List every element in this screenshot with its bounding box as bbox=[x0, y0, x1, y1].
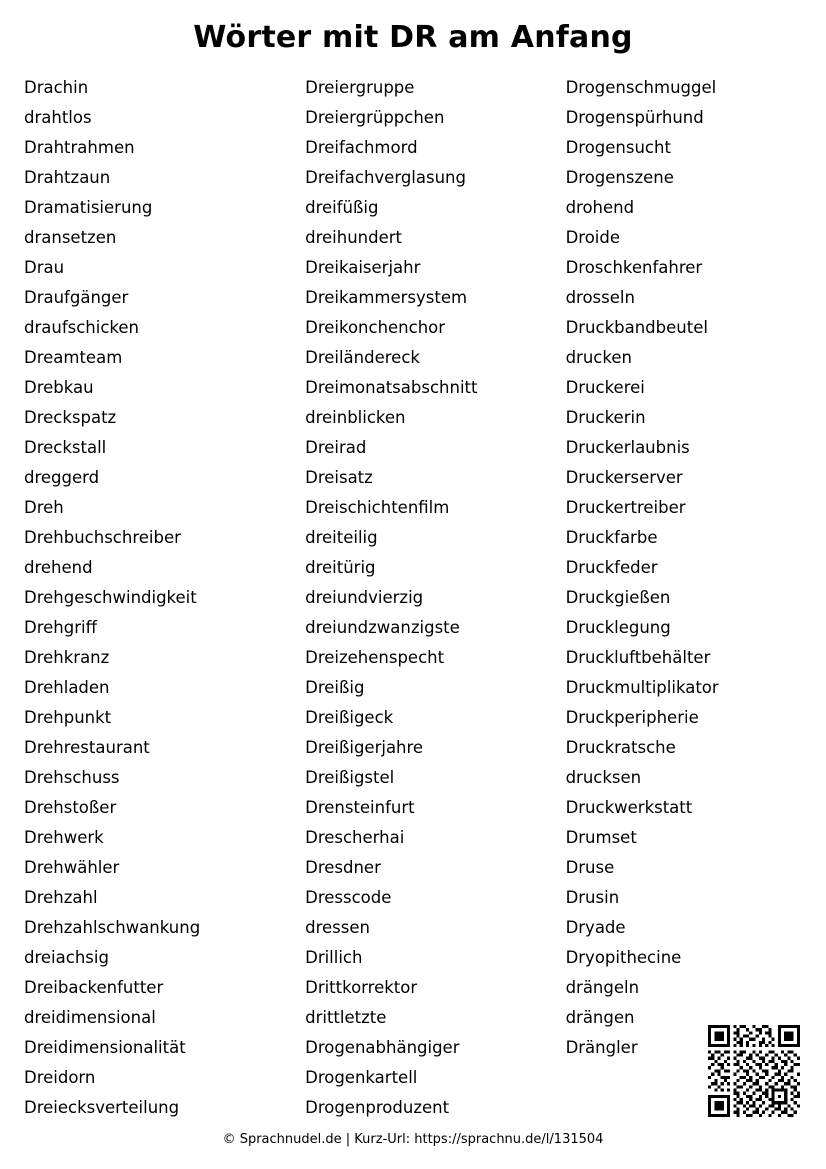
word-item: Dreamteam bbox=[24, 348, 123, 367]
word-item: Dreischichtenfilm bbox=[305, 498, 450, 517]
word-item: Drehzahlschwankung bbox=[24, 918, 201, 937]
word-item: Druckerei bbox=[565, 378, 645, 397]
word-item: Drehkranz bbox=[24, 648, 110, 667]
word-item: Dreißig bbox=[305, 678, 365, 697]
word-item: Dreißigeck bbox=[305, 708, 394, 727]
word-item: Drogensucht bbox=[565, 138, 671, 157]
word-item: Druckertreiber bbox=[565, 498, 686, 517]
word-item: drosseln bbox=[565, 288, 635, 307]
word-item: Drehbuchschreiber bbox=[24, 528, 181, 547]
word-item: Drehzahl bbox=[24, 888, 98, 907]
word-item: Drehstoßer bbox=[24, 798, 117, 817]
word-item: Drittkorrektor bbox=[305, 978, 418, 997]
word-item: Dramatisierung bbox=[24, 198, 153, 217]
word-item: Drucklegung bbox=[565, 618, 671, 637]
word-item: Drehrestaurant bbox=[24, 738, 150, 757]
word-item: Dreirad bbox=[305, 438, 367, 457]
word-item: Dreiländereck bbox=[305, 348, 420, 367]
word-item: Drogenschmuggel bbox=[565, 78, 717, 97]
word-item: Dreckspatz bbox=[24, 408, 117, 427]
word-item: Dreikaiserjahr bbox=[305, 258, 421, 277]
word-item: dreifüßig bbox=[305, 198, 379, 217]
word-item: Drehgeschwindigkeit bbox=[24, 588, 197, 607]
word-item: dreiteilig bbox=[305, 528, 378, 547]
word-item: Drehwerk bbox=[24, 828, 104, 847]
word-item: drucksen bbox=[565, 768, 642, 787]
word-item: Druckperipherie bbox=[565, 708, 699, 727]
word-item: Drehwähler bbox=[24, 858, 120, 877]
word-item: Droschkenfahrer bbox=[565, 258, 703, 277]
word-column-3 bbox=[544, 73, 804, 1063]
word-column-2 bbox=[283, 73, 543, 1123]
word-item: Draufgänger bbox=[24, 288, 129, 307]
word-item: dreiundvierzig bbox=[305, 588, 424, 607]
qr-code-icon bbox=[708, 1025, 800, 1117]
word-item: Drehschuss bbox=[24, 768, 120, 787]
word-item: drohend bbox=[565, 198, 635, 217]
word-item: Drahtzaun bbox=[24, 168, 111, 187]
word-item: Dryade bbox=[565, 918, 626, 937]
word-item: Druckmultiplikator bbox=[565, 678, 719, 697]
word-item: Dreikonchenchor bbox=[305, 318, 446, 337]
word-item: Drehgriff bbox=[24, 618, 97, 637]
word-item: Druckwerkstatt bbox=[565, 798, 693, 817]
word-item: drittletzte bbox=[305, 1008, 387, 1027]
word-item: drahtlos bbox=[24, 108, 92, 127]
word-item: Dreiergruppe bbox=[305, 78, 415, 97]
word-item: Dreckstall bbox=[24, 438, 107, 457]
word-item: Dresscode bbox=[305, 888, 392, 907]
word-column-1 bbox=[24, 73, 283, 1123]
word-item: dreihundert bbox=[305, 228, 402, 247]
word-item: Dreisatz bbox=[305, 468, 373, 487]
word-item: Dreißigstel bbox=[305, 768, 395, 787]
word-item: dreidimensional bbox=[24, 1008, 156, 1027]
word-item: Dreizehenspecht bbox=[305, 648, 445, 667]
word-item: Dreifachmord bbox=[305, 138, 418, 157]
word-item: drehend bbox=[24, 558, 93, 577]
word-item: Drensteinfurt bbox=[305, 798, 415, 817]
word-item: Drau bbox=[24, 258, 65, 277]
word-item: Druckfarbe bbox=[565, 528, 658, 547]
word-item: Dreikammersystem bbox=[305, 288, 468, 307]
word-item: Dreiergrüppchen bbox=[305, 108, 445, 127]
word-item: Dreiecksverteilung bbox=[24, 1098, 180, 1117]
word-item: Drahtrahmen bbox=[24, 138, 135, 157]
word-item: Dreibackenfutter bbox=[24, 978, 164, 997]
word-item: Drillich bbox=[305, 948, 363, 967]
word-item: Drogenabhängiger bbox=[305, 1038, 460, 1057]
word-item: Drehladen bbox=[24, 678, 110, 697]
word-item: Dreimonatsabschnitt bbox=[305, 378, 478, 397]
word-item: Dreh bbox=[24, 498, 64, 517]
word-item: draufschicken bbox=[24, 318, 139, 337]
word-item: Drängler bbox=[565, 1038, 638, 1057]
word-item: Drogenproduzent bbox=[305, 1098, 450, 1117]
word-item: Druckerserver bbox=[565, 468, 683, 487]
word-item: drucken bbox=[565, 348, 632, 367]
word-item: Drusin bbox=[565, 888, 620, 907]
word-item: Druse bbox=[565, 858, 615, 877]
word-item: Drogenszene bbox=[565, 168, 674, 187]
page-title: Wörter mit DR am Anfang bbox=[193, 20, 633, 55]
word-item: Druckerlaubnis bbox=[565, 438, 690, 457]
word-item: Druckluftbehälter bbox=[565, 648, 711, 667]
word-item: Drescherhai bbox=[305, 828, 405, 847]
word-item: Dreidorn bbox=[24, 1068, 96, 1087]
word-item: Dreidimensionalität bbox=[24, 1038, 186, 1057]
word-item: Druckbandbeutel bbox=[565, 318, 708, 337]
word-item: Druckfeder bbox=[565, 558, 658, 577]
word-item: drängeln bbox=[565, 978, 640, 997]
word-item: dreiachsig bbox=[24, 948, 109, 967]
word-item: Droide bbox=[565, 228, 620, 247]
footer-copyright: © Sprachnudel.de | Kurz-Url: https://sprachnu.de/l/131504 bbox=[222, 1132, 604, 1147]
word-item: dreinblicken bbox=[305, 408, 406, 427]
word-item: Drehpunkt bbox=[24, 708, 112, 727]
word-item: drängen bbox=[565, 1008, 635, 1027]
word-item: Dreifachverglasung bbox=[305, 168, 466, 187]
word-item: Drumset bbox=[565, 828, 637, 847]
word-columns bbox=[22, 73, 804, 1123]
word-item: Druckerin bbox=[565, 408, 646, 427]
word-item: Dresdner bbox=[305, 858, 381, 877]
word-item: Drebkau bbox=[24, 378, 94, 397]
word-item: Druckratsche bbox=[565, 738, 676, 757]
word-item: Druckgießen bbox=[565, 588, 671, 607]
word-item: dransetzen bbox=[24, 228, 117, 247]
word-item: Drogenkartell bbox=[305, 1068, 418, 1087]
word-item: dreiundzwanzigste bbox=[305, 618, 460, 637]
word-item: Dryopithecine bbox=[565, 948, 682, 967]
word-item: Drogenspürhund bbox=[565, 108, 704, 127]
word-item: dreggerd bbox=[24, 468, 100, 487]
word-item: dreitürig bbox=[305, 558, 376, 577]
word-item: Dreißigerjahre bbox=[305, 738, 424, 757]
word-item: dressen bbox=[305, 918, 370, 937]
word-item: Drachin bbox=[24, 78, 89, 97]
